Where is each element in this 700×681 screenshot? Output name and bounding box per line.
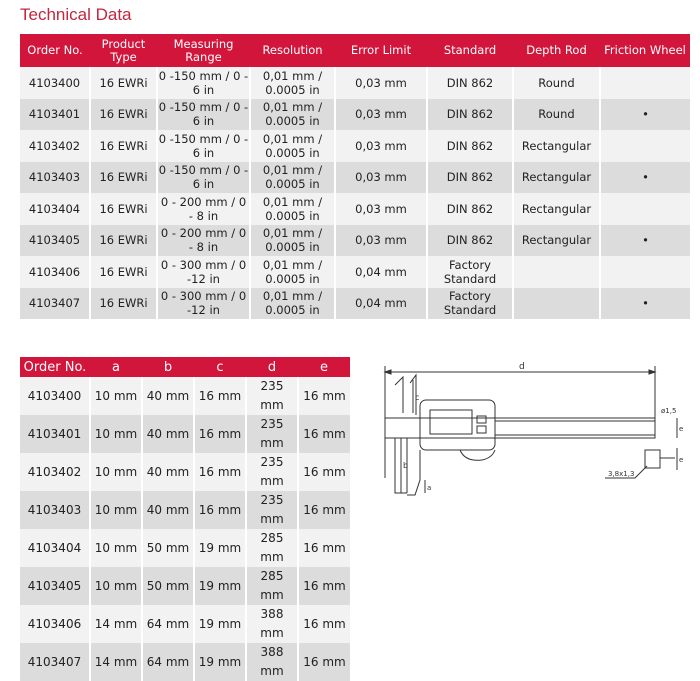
table-cell: 0 - 200 mm / 0 - 8 in — [157, 225, 250, 257]
table-cell: 19 mm — [194, 605, 246, 643]
table-cell: 4103407 — [20, 288, 90, 320]
table-cell: 4103402 — [20, 130, 90, 162]
table-cell: 0,03 mm — [335, 162, 427, 194]
table-cell: 0,03 mm — [335, 99, 427, 131]
dim-a-label: a — [427, 484, 432, 492]
table-cell: 16 mm — [194, 453, 246, 491]
table-row — [20, 256, 690, 288]
table-cell: 285 mm — [246, 529, 298, 567]
column-header: Order No. — [20, 357, 90, 377]
table-cell: 16 mm — [194, 415, 246, 453]
table-cell: • — [600, 225, 690, 257]
table-cell: 4103404 — [20, 529, 90, 567]
table-cell: 0 -150 mm / 0 - 6 in — [158, 163, 249, 192]
table-cell: 0,04 mm — [335, 288, 427, 320]
table-row — [20, 288, 690, 320]
dim-diameter-label: ø1,5 — [661, 407, 677, 415]
table-cell — [600, 193, 690, 225]
column-header: Product Type — [90, 34, 157, 67]
page-title: Technical Data — [20, 5, 132, 24]
table-cell: 285 mm — [246, 567, 298, 605]
table-cell: 0,03 mm — [335, 225, 427, 257]
column-header: Depth Rod — [513, 34, 600, 67]
column-header: c — [194, 357, 246, 377]
table-cell: 4103405 — [20, 225, 90, 257]
table-cell: 0 - 300 mm / 0 -12 in — [157, 288, 250, 320]
table-cell — [513, 288, 600, 320]
column-header: b — [142, 357, 194, 377]
dim-e-label: e — [679, 425, 684, 433]
table-cell: 4103401 — [20, 415, 90, 453]
table-cell: DIN 862 — [427, 99, 513, 131]
table-row — [20, 605, 350, 643]
column-header: Measuring Range — [157, 34, 250, 67]
table-cell: 40 mm — [142, 377, 194, 415]
table-cell: 0 -150 mm / 0 - 6 in — [158, 131, 249, 160]
column-header: e — [298, 357, 350, 377]
table-cell: DIN 862 — [427, 225, 513, 257]
table-cell: Round — [513, 67, 600, 99]
table-cell: 4103400 — [20, 67, 90, 99]
dim-c-label: c — [415, 393, 420, 402]
table-cell: 16 mm — [298, 567, 350, 605]
table-cell: Factory Standard — [427, 256, 513, 288]
table-cell: Rectangular — [513, 130, 600, 162]
table-row — [20, 67, 690, 99]
table-cell: 4103405 — [20, 567, 90, 605]
table-cell: 0,01 mm / 0.0005 in — [250, 193, 335, 225]
table-cell: 4103401 — [20, 99, 90, 131]
table-cell: • — [600, 99, 690, 131]
table-row — [20, 162, 690, 194]
table-cell: 235 mm — [246, 415, 298, 453]
table-row — [20, 453, 350, 491]
table-cell: 0,01 mm / 0.0005 in — [250, 67, 335, 99]
table-cell: 16 mm — [194, 377, 246, 415]
table-cell: 16 EWRi — [90, 162, 157, 194]
groove-label: 3,8x1,3 — [608, 470, 635, 478]
column-header: Standard — [427, 34, 513, 67]
table-cell: 19 mm — [194, 567, 246, 605]
table-cell: 0,01 mm / 0.0005 in — [250, 130, 335, 162]
table-cell: 40 mm — [142, 453, 194, 491]
table-cell: 50 mm — [142, 529, 194, 567]
column-header: Friction Wheel — [600, 34, 690, 67]
column-header: a — [90, 357, 142, 377]
table-cell: 235 mm — [246, 453, 298, 491]
table-cell: 16 mm — [194, 491, 246, 529]
table-cell: 388 mm — [246, 643, 298, 681]
table-row — [20, 415, 350, 453]
table-cell: • — [600, 288, 690, 320]
table-cell: 16 mm — [298, 377, 350, 415]
table-cell: 10 mm — [90, 567, 142, 605]
table-cell: 0,01 mm / 0.0005 in — [250, 256, 335, 288]
table-cell: 10 mm — [90, 453, 142, 491]
table-cell: 19 mm — [194, 529, 246, 567]
column-header: Error Limit — [335, 34, 427, 67]
table-cell: 16 EWRi — [90, 256, 157, 288]
table-cell: DIN 862 — [427, 130, 513, 162]
column-header: Resolution — [250, 34, 335, 67]
table-cell: 0,01 mm / 0.0005 in — [250, 99, 335, 131]
table-cell: 16 EWRi — [90, 67, 157, 99]
table-cell: Factory Standard — [427, 288, 513, 320]
table-cell: 4103403 — [20, 162, 90, 194]
table-cell: Rectangular — [513, 225, 600, 257]
table-row — [20, 193, 690, 225]
table-cell: 16 mm — [298, 415, 350, 453]
column-header: Order No. — [20, 34, 90, 67]
table-cell: • — [600, 162, 690, 194]
table-cell: 64 mm — [142, 605, 194, 643]
caliper-diagram — [365, 358, 700, 503]
table-row — [20, 643, 350, 681]
table-cell: 0,01 mm / 0.0005 in — [250, 225, 335, 257]
table-cell — [600, 256, 690, 288]
table-cell: Rectangular — [513, 193, 600, 225]
table-cell: 16 EWRi — [90, 193, 157, 225]
table-cell: 10 mm — [90, 415, 142, 453]
table-cell — [513, 256, 600, 288]
table-row — [20, 99, 690, 131]
table-cell: 4103403 — [20, 491, 90, 529]
table-cell: 0 -150 mm / 0 - 6 in — [158, 100, 249, 129]
table-cell — [600, 67, 690, 99]
table-row — [20, 225, 690, 257]
table-cell: 4103404 — [20, 193, 90, 225]
table-cell: 0 - 200 mm / 0 - 8 in — [157, 193, 250, 225]
dim-b-label: b — [403, 461, 409, 470]
dim-e2-label: e — [679, 456, 684, 464]
table-cell: 14 mm — [90, 643, 142, 681]
technical-data-table — [20, 34, 690, 319]
table-cell: 10 mm — [90, 491, 142, 529]
table-cell — [600, 130, 690, 162]
table-cell: 4103406 — [20, 605, 90, 643]
table-cell: 16 mm — [298, 605, 350, 643]
table-cell: 16 EWRi — [90, 288, 157, 320]
table-row — [20, 529, 350, 567]
table-cell: Rectangular — [513, 162, 600, 194]
table-cell: 40 mm — [142, 491, 194, 529]
table-cell: 64 mm — [142, 643, 194, 681]
table-cell: 0,03 mm — [335, 193, 427, 225]
table-cell: 16 mm — [298, 643, 350, 681]
table-cell: 16 EWRi — [90, 130, 157, 162]
table-cell: 4103406 — [20, 256, 90, 288]
dimensions-table — [20, 357, 350, 681]
dim-d-label: d — [519, 362, 525, 372]
table-cell: 50 mm — [142, 567, 194, 605]
table-row — [20, 377, 350, 415]
table-cell: DIN 862 — [427, 67, 513, 99]
table-cell: 16 mm — [298, 491, 350, 529]
table-cell: 19 mm — [194, 643, 246, 681]
table-cell: DIN 862 — [427, 193, 513, 225]
table-cell: 16 EWRi — [90, 99, 157, 131]
table-cell: 40 mm — [142, 415, 194, 453]
table-cell: 16 EWRi — [90, 225, 157, 257]
table-cell: 10 mm — [90, 529, 142, 567]
table-row — [20, 567, 350, 605]
table-cell: 16 mm — [298, 529, 350, 567]
table-cell: 0 - 300 mm / 0 -12 in — [157, 256, 250, 288]
table-cell: 0,04 mm — [335, 256, 427, 288]
table-cell: 10 mm — [90, 377, 142, 415]
table-cell: 14 mm — [90, 605, 142, 643]
column-header: d — [246, 357, 298, 377]
table-cell: 4103407 — [20, 643, 90, 681]
table-cell: 4103400 — [20, 377, 90, 415]
table-cell: 0,01 mm / 0.0005 in — [250, 288, 335, 320]
table-cell: 235 mm — [246, 491, 298, 529]
table-cell: Round — [513, 99, 600, 131]
table-cell: 16 mm — [298, 453, 350, 491]
table-row — [20, 491, 350, 529]
table-cell: 0,01 mm / 0.0005 in — [250, 162, 335, 194]
table-cell: 4103402 — [20, 453, 90, 491]
table-cell: 235 mm — [246, 377, 298, 415]
table-row — [20, 130, 690, 162]
table-cell: 0,03 mm — [335, 67, 427, 99]
table-cell: 0 -150 mm / 0 - 6 in — [158, 68, 249, 97]
table-cell: 388 mm — [246, 605, 298, 643]
table-cell: DIN 862 — [427, 162, 513, 194]
table-cell: 0,03 mm — [335, 130, 427, 162]
